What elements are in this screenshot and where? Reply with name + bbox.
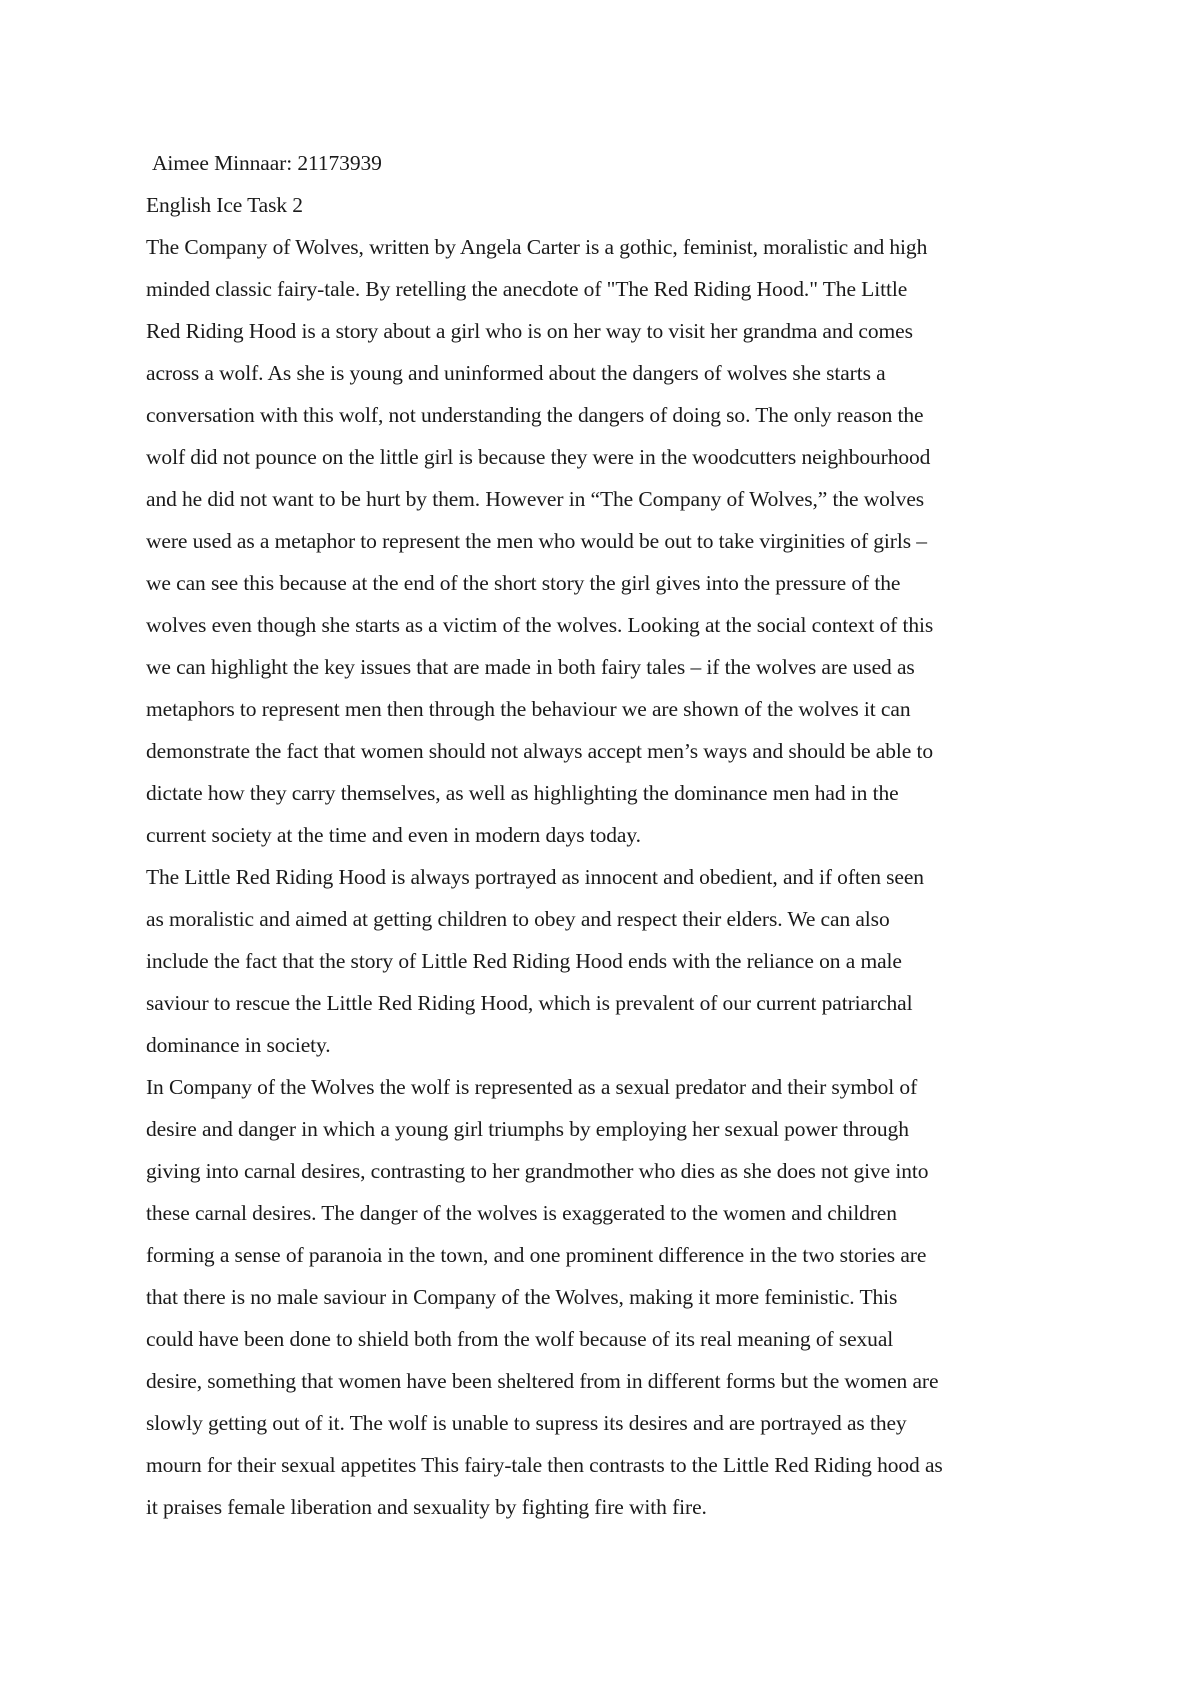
author-line: Aimee Minnaar: 21173939 [152,151,382,175]
paragraph-line: dictate how they carry themselves, as well as highlighting the dominance men had in the [146,781,899,805]
paragraph-line: slowly getting out of it. The wolf is unable to supress its desires and are portrayed as they [146,1411,907,1435]
task-title: English Ice Task 2 [146,193,303,217]
paragraph-line: demonstrate the fact that women should not always accept men’s ways and should be able to [146,739,933,763]
paragraph-line: that there is no male saviour in Company of the Wolves, making it more feministic. This [146,1285,898,1309]
paragraph-line: mourn for their sexual appetites This fairy-tale then contrasts to the Little Red Riding hood as [146,1453,943,1477]
paragraph-line: The Little Red Riding Hood is always portrayed as innocent and obedient, and if often seen [146,865,924,889]
paragraph-3 [146,1066,1066,1528]
paragraph-line: we can see this because at the end of the short story the girl gives into the pressure of the [146,571,901,595]
paragraph-line: were used as a metaphor to represent the men who would be out to take virginities of girls – [146,529,927,553]
paragraph-line: wolves even though she starts as a victim of the wolves. Looking at the social context of this [146,613,934,637]
paragraph-line: across a wolf. As she is young and uninformed about the dangers of wolves she starts a [146,361,886,385]
paragraph-line: desire and danger in which a young girl triumphs by employing her sexual power through [146,1117,909,1141]
paragraph-line: In Company of the Wolves the wolf is represented as a sexual predator and their symbol of [146,1075,918,1099]
paragraph-line: conversation with this wolf, not understanding the dangers of doing so. The only reason the [146,403,924,427]
paragraph-line: it praises female liberation and sexuality by fighting fire with fire. [146,1495,707,1519]
paragraph-line: forming a sense of paranoia in the town, and one prominent difference in the two stories are [146,1243,927,1267]
paragraph-line: Red Riding Hood is a story about a girl who is on her way to visit her grandma and comes [146,319,913,343]
paragraph-line: The Company of Wolves, written by Angela Carter is a gothic, feminist, moralistic and high [146,235,928,259]
paragraph-line: minded classic fairy-tale. By retelling the anecdote of "The Red Riding Hood." The Little [146,277,908,301]
paragraph-line: these carnal desires. The danger of the wolves is exaggerated to the women and children [146,1201,897,1225]
paragraph-2 [146,856,1066,1066]
paragraph-line: saviour to rescue the Little Red Riding Hood, which is prevalent of our current patriarchal [146,991,913,1015]
paragraph-line: dominance in society. [146,1033,331,1057]
paragraph-line: desire, something that women have been sheltered from in different forms but the women are [146,1369,939,1393]
paragraph-line: wolf did not pounce on the little girl is because they were in the woodcutters neighbourhood [146,445,931,469]
document-body [146,142,1066,1528]
paragraph-line: current society at the time and even in modern days today. [146,823,641,847]
paragraph-1 [146,226,1066,856]
paragraph-line: metaphors to represent men then through the behaviour we are shown of the wolves it can [146,697,911,721]
paragraph-line: include the fact that the story of Little Red Riding Hood ends with the reliance on a male [146,949,902,973]
paragraph-line: giving into carnal desires, contrasting to her grandmother who dies as she does not give into [146,1159,929,1183]
paragraph-line: and he did not want to be hurt by them. However in “The Company of Wolves,” the wolves [146,487,925,511]
paragraph-line: could have been done to shield both from the wolf because of its real meaning of sexual [146,1327,894,1351]
paragraph-line: we can highlight the key issues that are made in both fairy tales – if the wolves are used as [146,655,915,679]
paragraph-line: as moralistic and aimed at getting children to obey and respect their elders. We can also [146,907,890,931]
